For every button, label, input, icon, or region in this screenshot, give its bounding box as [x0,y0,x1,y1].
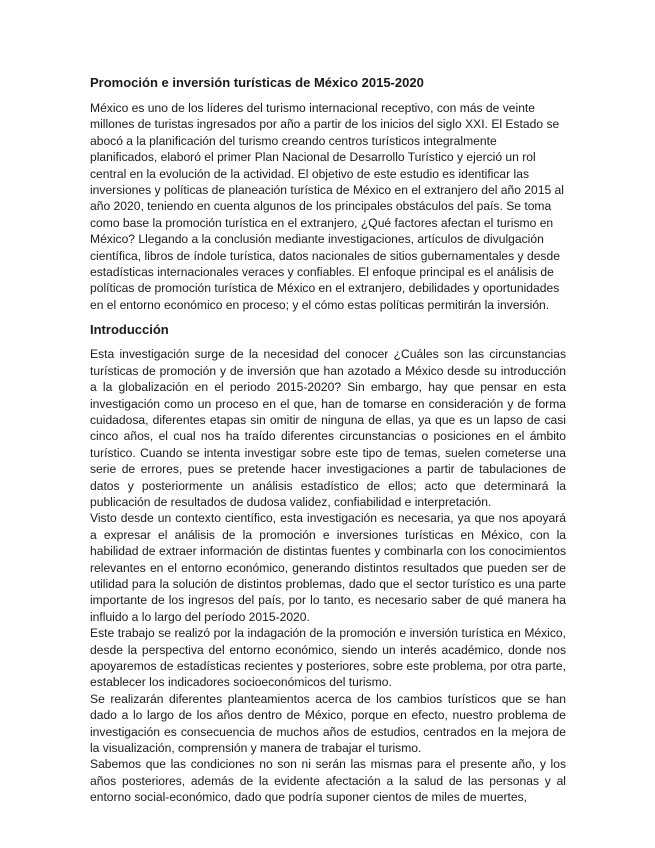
intro-paragraph-1: Esta investigación surge de la necesidad del conocer ¿Cuáles son las circunstancias turísticas de promoción y de inversión que han azotado a México desde su introducción a la globalización en el periodo 2015-2020? Sin embargo, hay que pensar en esta investigación como un proceso en el que, han de tomarse en consideración y de forma cuidadosa, diferentes etapas sin omitir de ninguna de ellas, ya que es un lapso de casi cinco años, el cual nos ha traído diferentes circunstancias o posiciones en el ámbito turístico. Cuando se intenta investigar sobre este tipo de temas, suelen cometerse una serie de errores, pues se pretende hacer investigaciones a partir de tabulaciones de datos y posteriormente un análisis estadístico de ellos; acto que determinará la publicación de resultados de dudosa validez, confiabilidad e interpretación. [90,347,566,509]
introduction-heading: Introducción [90,322,169,338]
document-title: Promoción e inversión turísticas de México 2015-2020 [90,75,424,90]
intro-paragraph-2: Visto desde un contexto científico, esta investigación es necesaria, ya que nos apoyará a expresar el análisis de la promoción e inversiones turísticas en México, con la habilidad de extraer información de distintas fuentes y combinarla con los conocimientos relevantes en el entorno económico, generando distintos resultados que pueden ser de utilidad para la solución de distintos problemas, dado que el sector turístico es una parte importante de los ingresos del país, por lo tanto, es necesario saber de qué manera ha influido a lo largo del período 2015-2020. [90,511,566,624]
abstract-paragraph: México es uno de los líderes del turismo internacional receptivo, con más de veinte millones de turistas ingresados por año a partir de los inicios del siglo XXI. El Estado se abocó a la planificación del turismo creando centros turísticos integralmente planificados, elaboró el primer Plan Nacional de Desarrollo Turístico y ejerció un rol central en la evolución de la actividad. El objetivo de este estudio es identificar las inversiones y políticas de planeación turística de México en el extranjero del año 2015 al año 2020, teniendo en cuenta algunos de los principales obstáculos del país. Se toma como base la promoción turística en el extranjero, ¿Qué factores afectan el turismo en México? Llegando a la conclusión mediante investigaciones, artículos de divulgación científica, libros de índole turística, datos nacionales de sitios gubernamentales y desde estadísticas internacionales veraces y confiables. El enfoque principal es el análisis de políticas de promoción turística de México en el extranjero, debilidades y oportunidades en el entorno económico en proceso; y el cómo estas políticas permitirán la inversión. [90,101,564,312]
document-page [90,74,566,806]
intro-paragraph-3: Este trabajo se realizó por la indagación de la promoción e inversión turística en México, desde la perspectiva del entorno económico, siendo un interés académico, donde nos apoyaremos de estadísticas recientes y posteriores, sobre este problema, por otra parte, establecer los indicadores socioeconómicos del turismo. [90,626,566,690]
intro-paragraph-5: Sabemos que las condiciones no son ni serán las mismas para el presente año, y los años posteriores, además de la evidente afectación a la salud de las personas y al entorno social-económico, dado que podría suponer cientos de miles de muertes, [90,757,566,805]
intro-paragraph-4: Se realizarán diferentes planteamientos acerca de los cambios turísticos que se han dado a lo largo de los años dentro de México, porque en efecto, nuestro problema de investigación es consecuencia de muchos años de estudios, centrados en la mejora de la visualización, comprensión y manera de trabajar el turismo. [90,691,566,756]
